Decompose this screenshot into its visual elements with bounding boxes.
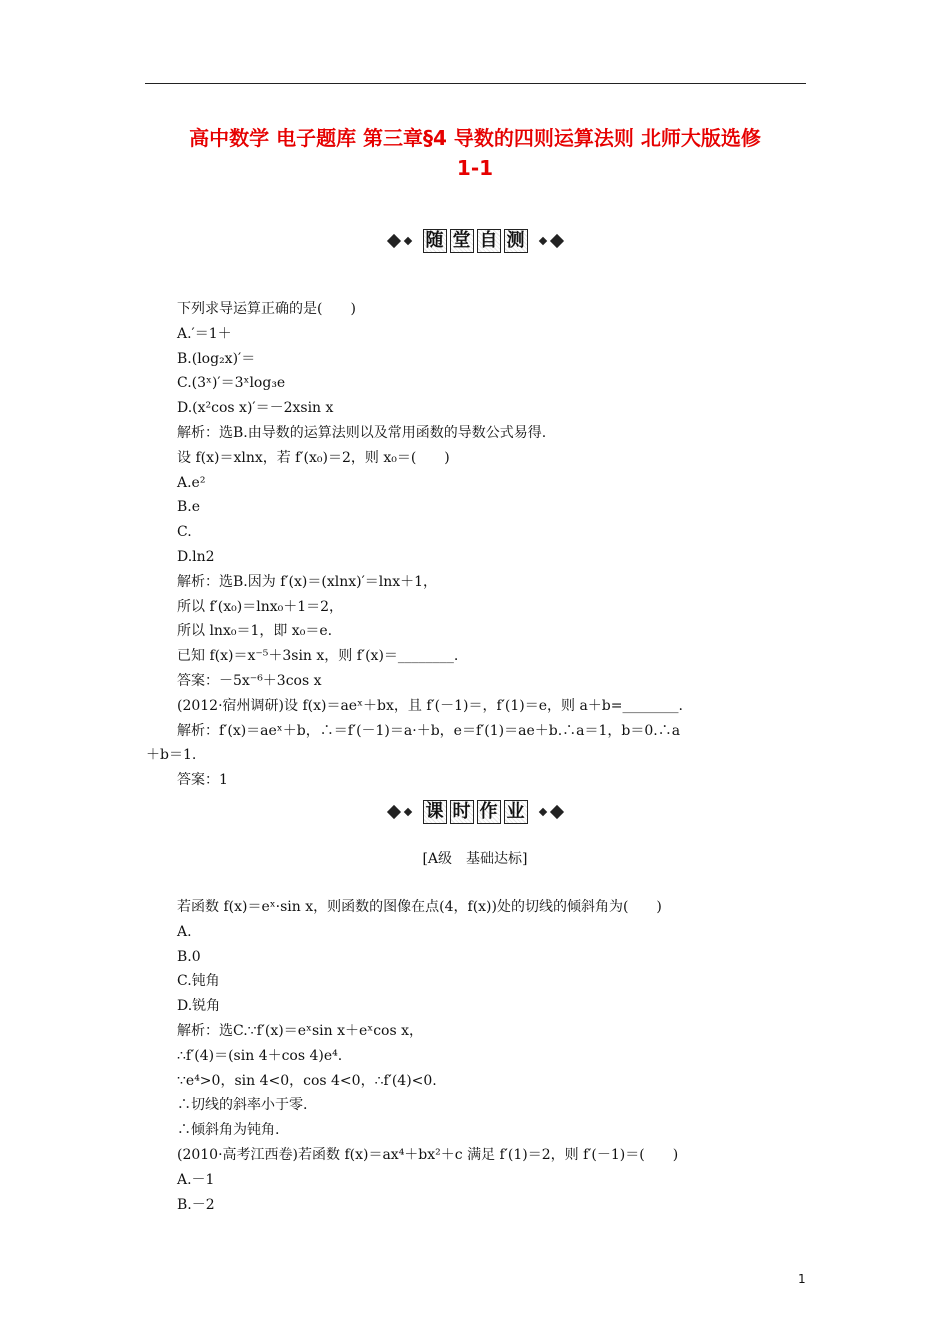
text-line: C. xyxy=(177,524,192,541)
text-line: (2010·高考江西卷)若函数 f(x)＝ax⁴＋bx²＋c 满足 f′(1)＝2，则 f′(－1)＝( ) xyxy=(177,1146,679,1163)
text-line: B.(log₂x)′＝ xyxy=(177,350,256,367)
text-line: ∴f′(4)＝(sin 4＋cos 4)e⁴. xyxy=(177,1047,343,1064)
text-line: A. xyxy=(177,923,192,940)
page-number: 1 xyxy=(798,1272,806,1286)
text-line: A.e² xyxy=(177,474,206,491)
diamond-icon xyxy=(403,808,411,816)
level-label: [A级 基础达标] xyxy=(422,851,528,867)
text-line: B.0 xyxy=(177,948,201,965)
text-line: A.′＝1＋ xyxy=(177,325,232,342)
banner-char: 课 xyxy=(423,800,447,824)
text-line: 下列求导运算正确的是( ) xyxy=(177,301,356,317)
page-title xyxy=(140,123,810,183)
diamond-icon xyxy=(538,808,546,816)
exercise-block-1 xyxy=(146,297,816,793)
diamond-icon xyxy=(386,805,400,819)
title-line-1: 高中数学 电子题库 第三章§4 导数的四则运算法则 北师大版选修 xyxy=(189,126,761,150)
text-line: 解析：选B.由导数的运算法则以及常用函数的导数公式易得. xyxy=(177,424,547,441)
text-line: C.钝角 xyxy=(177,973,220,990)
diamond-icon xyxy=(538,237,546,245)
banner-char: 业 xyxy=(504,800,528,824)
banner-char: 自 xyxy=(477,229,501,253)
text-line: 解析：选B.因为 f′(x)＝(xlnx)′＝lnx＋1， xyxy=(177,573,438,590)
diamond-icon xyxy=(403,237,411,245)
text-line: (2012·宿州调研)设 f(x)＝aeˣ＋bx，且 f′(－1)＝，f′(1)＝e，则 a＋b=________. xyxy=(177,697,683,714)
banner-char: 时 xyxy=(450,800,474,824)
text-line: D.锐角 xyxy=(177,998,221,1015)
diamond-icon xyxy=(386,234,400,248)
banner-char: 测 xyxy=(504,229,528,253)
text-line: 答案：－5x⁻⁶＋3cos x xyxy=(177,672,322,689)
text-line: 答案：1 xyxy=(177,772,228,789)
banner-title xyxy=(423,229,528,253)
text-line: C.(3ˣ)′＝3ˣlog₃e xyxy=(177,375,286,392)
text-line: 所以 f′(x₀)＝lnx₀＋1＝2， xyxy=(177,598,344,615)
text-line: B.e xyxy=(177,499,201,516)
banner-char: 堂 xyxy=(450,229,474,253)
text-line: 若函数 f(x)＝eˣ·sin x，则函数的图像在点(4，f(x))处的切线的倾斜角为( ) xyxy=(177,899,662,915)
title-line-2: 1-1 xyxy=(456,156,494,180)
text-line: 已知 f(x)＝x⁻⁵＋3sin x，则 f′(x)＝________. xyxy=(177,648,459,665)
header-rule xyxy=(145,83,806,84)
text-line: A.－1 xyxy=(177,1171,215,1188)
section-banner-homework xyxy=(0,798,950,826)
text-line: 解析：选C.∵f′(x)＝eˣsin x＋eˣcos x， xyxy=(177,1022,424,1039)
text-line: 所以 lnx₀＝1，即 x₀＝e. xyxy=(177,623,333,640)
banner-char: 作 xyxy=(477,800,501,824)
text-line: D.(x²cos x)′＝－2xsin x xyxy=(177,400,334,417)
text-line: ∴切线的斜率小于零. xyxy=(177,1097,308,1114)
banner-title xyxy=(423,800,528,824)
text-line: 解析：f′(x)＝aeˣ＋b，∴＝f′(－1)＝a·＋b，e＝f′(1)＝ae＋b.∴a＝1，b＝0.∴a xyxy=(177,722,681,739)
text-line: D.ln2 xyxy=(177,548,215,565)
text-line: ∴倾斜角为钝角. xyxy=(177,1122,280,1139)
text-line: ＋b＝1. xyxy=(146,747,197,764)
diamond-icon xyxy=(549,234,563,248)
exercise-block-2 xyxy=(146,895,816,1217)
text-line: ∵e⁴>0，sin 4<0，cos 4<0，∴f′(4)<0. xyxy=(177,1072,437,1089)
text-line: 设 f(x)＝xlnx，若 f′(x₀)＝2，则 x₀＝( ) xyxy=(177,449,450,466)
diamond-icon xyxy=(549,805,563,819)
text-line: B.－2 xyxy=(177,1196,215,1213)
section-banner-self-test xyxy=(0,227,950,255)
banner-char: 随 xyxy=(423,229,447,253)
